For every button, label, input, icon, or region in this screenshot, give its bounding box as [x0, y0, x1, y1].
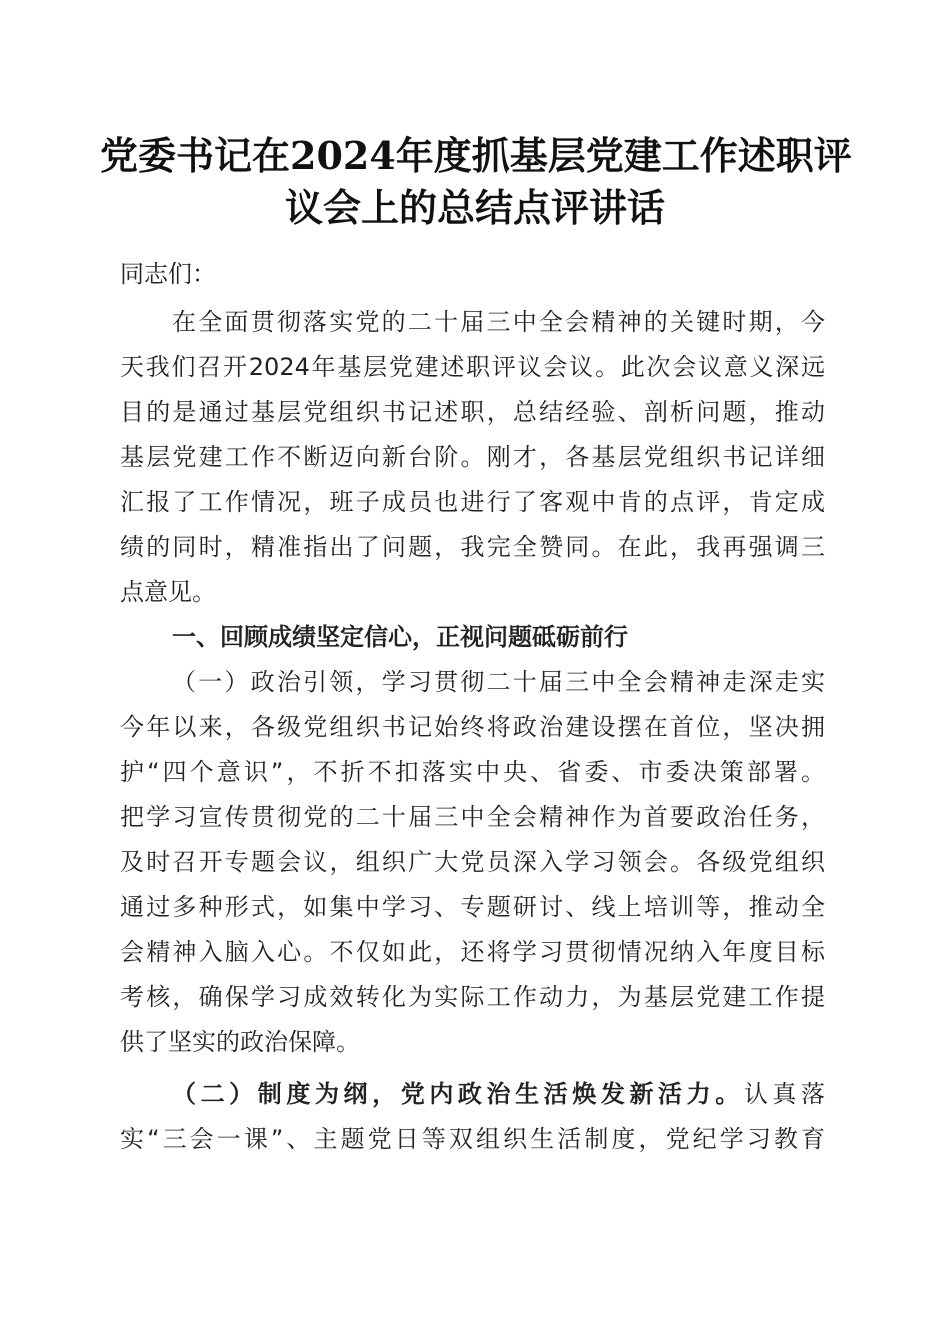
- subsection-1-heading: （一）政治引领，学习贯彻二十届三中全会精神走深走实: [172, 668, 825, 696]
- intro-line: 天我们召开2024年基层党建述职评议会议。此次会议意义深远: [120, 353, 825, 381]
- title-line-1: 党委书记在2024年度抓基层党建工作述职评: [100, 133, 852, 178]
- subsection-1-line: 护“四个意识”，不折不扣落实中央、省委、市委决策部署。: [120, 758, 825, 786]
- section-1-heading: 一、回顾成绩坚定信心，正视问题砥砺前行: [172, 623, 628, 651]
- salutation: 同志们：: [120, 260, 216, 288]
- subsection-2: [120, 1074, 825, 1164]
- document-title: [100, 130, 850, 234]
- intro-line: 绩的同时，精准指出了问题，我完全赞同。在此，我再强调三: [120, 533, 825, 561]
- subsection-1-line: 考核，确保学习成效转化为实际工作动力，为基层党建工作提: [120, 983, 825, 1011]
- intro-line: 汇报了工作情况，班子成员也进行了客观中肯的点评，肯定成: [120, 488, 825, 516]
- subsection-1: [120, 662, 825, 1074]
- subsection-1-line: 会精神入脑入心。不仅如此，还将学习贯彻情况纳入年度目标: [120, 938, 825, 966]
- document-body: [120, 254, 825, 1164]
- subsection-1-line: 供了坚实的政治保障。: [120, 1028, 360, 1056]
- intro-line: 基层党建工作不断迈向新台阶。刚才，各基层党组织书记详细: [120, 443, 825, 471]
- intro-line: 在全面贯彻落实党的二十届三中全会精神的关键时期，今: [172, 308, 825, 336]
- subsection-2-text: 认真落: [743, 1080, 826, 1108]
- title-line-2: 议会上的总结点评讲话: [284, 185, 665, 230]
- subsection-1-line: 及时召开专题会议，组织广大党员深入学习领会。各级党组织: [120, 848, 825, 876]
- subsection-1-line: 今年以来，各级党组织书记始终将政治建设摆在首位，坚决拥: [120, 713, 825, 741]
- intro-line: 点意见。: [120, 578, 216, 606]
- subsection-1-line: 通过多种形式，如集中学习、专题研讨、线上培训等，推动全: [120, 893, 825, 921]
- subsection-2-heading: （二）制度为纲，党内政治生活焕发新活力。: [172, 1080, 744, 1108]
- intro-paragraph: [120, 302, 825, 617]
- intro-line: 目的是通过基层党组织书记述职，总结经验、剖析问题，推动: [120, 398, 825, 426]
- subsection-2-line: 实“三会一课”、主题党日等双组织生活制度，党纪学习教育: [120, 1125, 825, 1153]
- subsection-1-line: 把学习宣传贯彻党的二十届三中全会精神作为首要政治任务，: [120, 803, 825, 831]
- subsection-2-first-line: [120, 1074, 825, 1119]
